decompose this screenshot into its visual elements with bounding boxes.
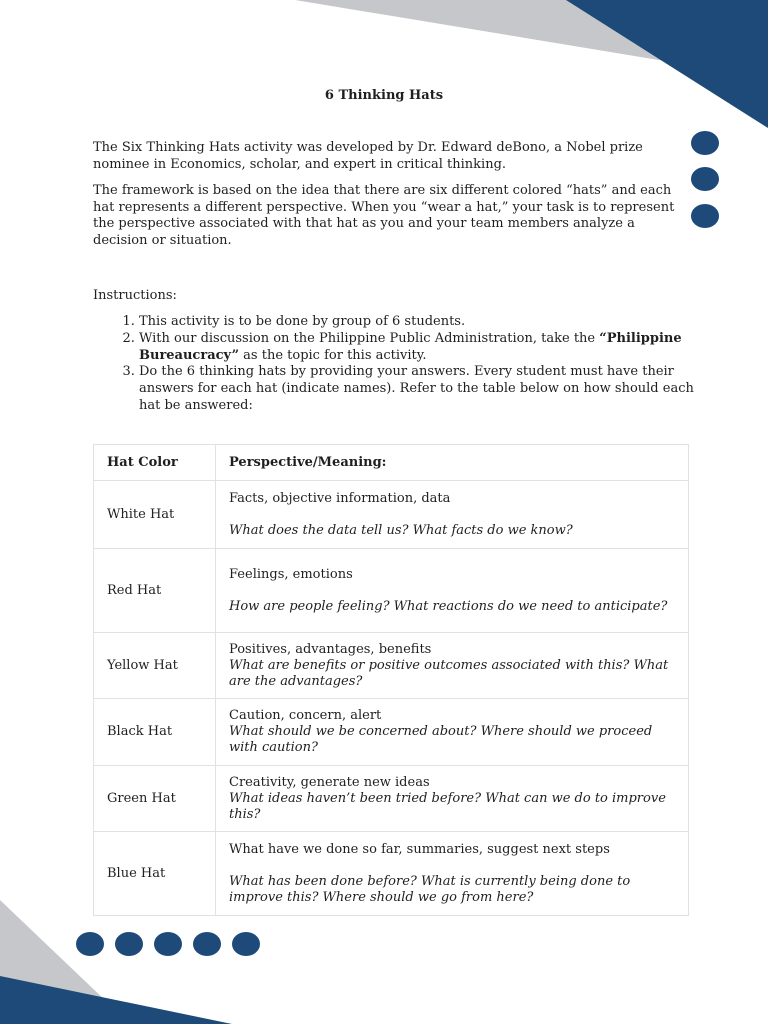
hat-question: How are people feeling? What reactions do we need to anticipate? (229, 598, 668, 614)
hat-color-cell: Green Hat (94, 766, 216, 832)
hat-description-cell (216, 832, 689, 916)
side-dot-2 (691, 167, 719, 191)
hat-color-cell: Blue Hat (94, 832, 216, 916)
hat-color-cell: Black Hat (94, 699, 216, 766)
table-header-row (94, 445, 689, 481)
table-row (94, 633, 689, 699)
hat-question: What has been done before? What is currently being done to improve this? Where should we go from here? (229, 873, 631, 905)
hat-question: What does the data tell us? What facts do we know? (229, 522, 573, 538)
instructions-label: Instructions: (93, 288, 177, 303)
hat-color-cell: Red Hat (94, 549, 216, 633)
instruction-topic: “Philippine Bureaucracy” (139, 330, 682, 363)
hat-color-cell: White Hat (94, 481, 216, 549)
bottom-navy-band (0, 976, 232, 1024)
hat-question: What are benefits or positive outcomes associated with this? What are the advantages? (229, 657, 669, 689)
header-perspective: Perspective/Meaning: (216, 445, 689, 481)
instructions-list (93, 314, 719, 415)
header-hat-color: Hat Color (94, 445, 216, 481)
hat-color-cell: Yellow Hat (94, 633, 216, 699)
table-row (94, 699, 689, 766)
bottom-dot-5 (232, 932, 260, 956)
hat-perspective: Feelings, emotions (229, 566, 353, 582)
bottom-dot-1 (76, 932, 104, 956)
instruction-item-2-text-b: as the topic for this activity. (239, 347, 427, 363)
hat-description-cell (216, 699, 689, 766)
hat-perspective: Positives, advantages, benefits (229, 641, 432, 657)
bottom-dot-4 (193, 932, 221, 956)
side-dot-1 (691, 131, 719, 155)
hat-description-cell (216, 766, 689, 832)
instruction-item-2-text-a: With our discussion on the Philippine Public Administration, take the (139, 330, 600, 346)
intro-paragraph-2: The framework is based on the idea that there are six different colored “hats” and each hat represents a different perspective. When you “wear a hat,” your task is to represent the perspective associated with that hat as you and your team members analyze a decision or situation. (93, 183, 675, 248)
page-title: 6 Thinking Hats (324, 88, 444, 103)
bottom-dot-3 (154, 932, 182, 956)
top-navy-band (566, 0, 768, 128)
hat-perspective: Creativity, generate new ideas (229, 774, 430, 790)
instruction-item-2 (139, 331, 719, 365)
instruction-item-1: 1. This activity is to be done by group of 6 students. (139, 314, 719, 331)
hat-perspective: Facts, objective information, data (229, 490, 451, 506)
instruction-item-3: 3. Do the 6 thinking hats by providing your answers. Every student must have their answers for each hat (indicate names). Refer to the table below on how should each hat be answered: (139, 364, 719, 414)
table-row (94, 766, 689, 832)
hat-question: What ideas haven’t been tried before? What can we do to improve this? (229, 790, 666, 822)
hat-description-cell (216, 481, 689, 549)
hat-perspective: What have we done so far, summaries, suggest next steps (229, 841, 610, 857)
thinking-hats-table (93, 444, 689, 916)
side-dot-3 (691, 204, 719, 228)
table-row (94, 481, 689, 549)
table-row (94, 549, 689, 633)
hat-description-cell (216, 633, 689, 699)
bottom-dot-2 (115, 932, 143, 956)
hat-perspective: Caution, concern, alert (229, 708, 382, 723)
table-row (94, 832, 689, 916)
hat-question: What should we be concerned about? Where should we proceed with caution? (229, 724, 653, 755)
hat-description-cell (216, 549, 689, 633)
intro-paragraph-1: The Six Thinking Hats activity was developed by Dr. Edward deBono, a Nobel prize nominee in Economics, scholar, and expert in critical thinking. (93, 140, 643, 172)
